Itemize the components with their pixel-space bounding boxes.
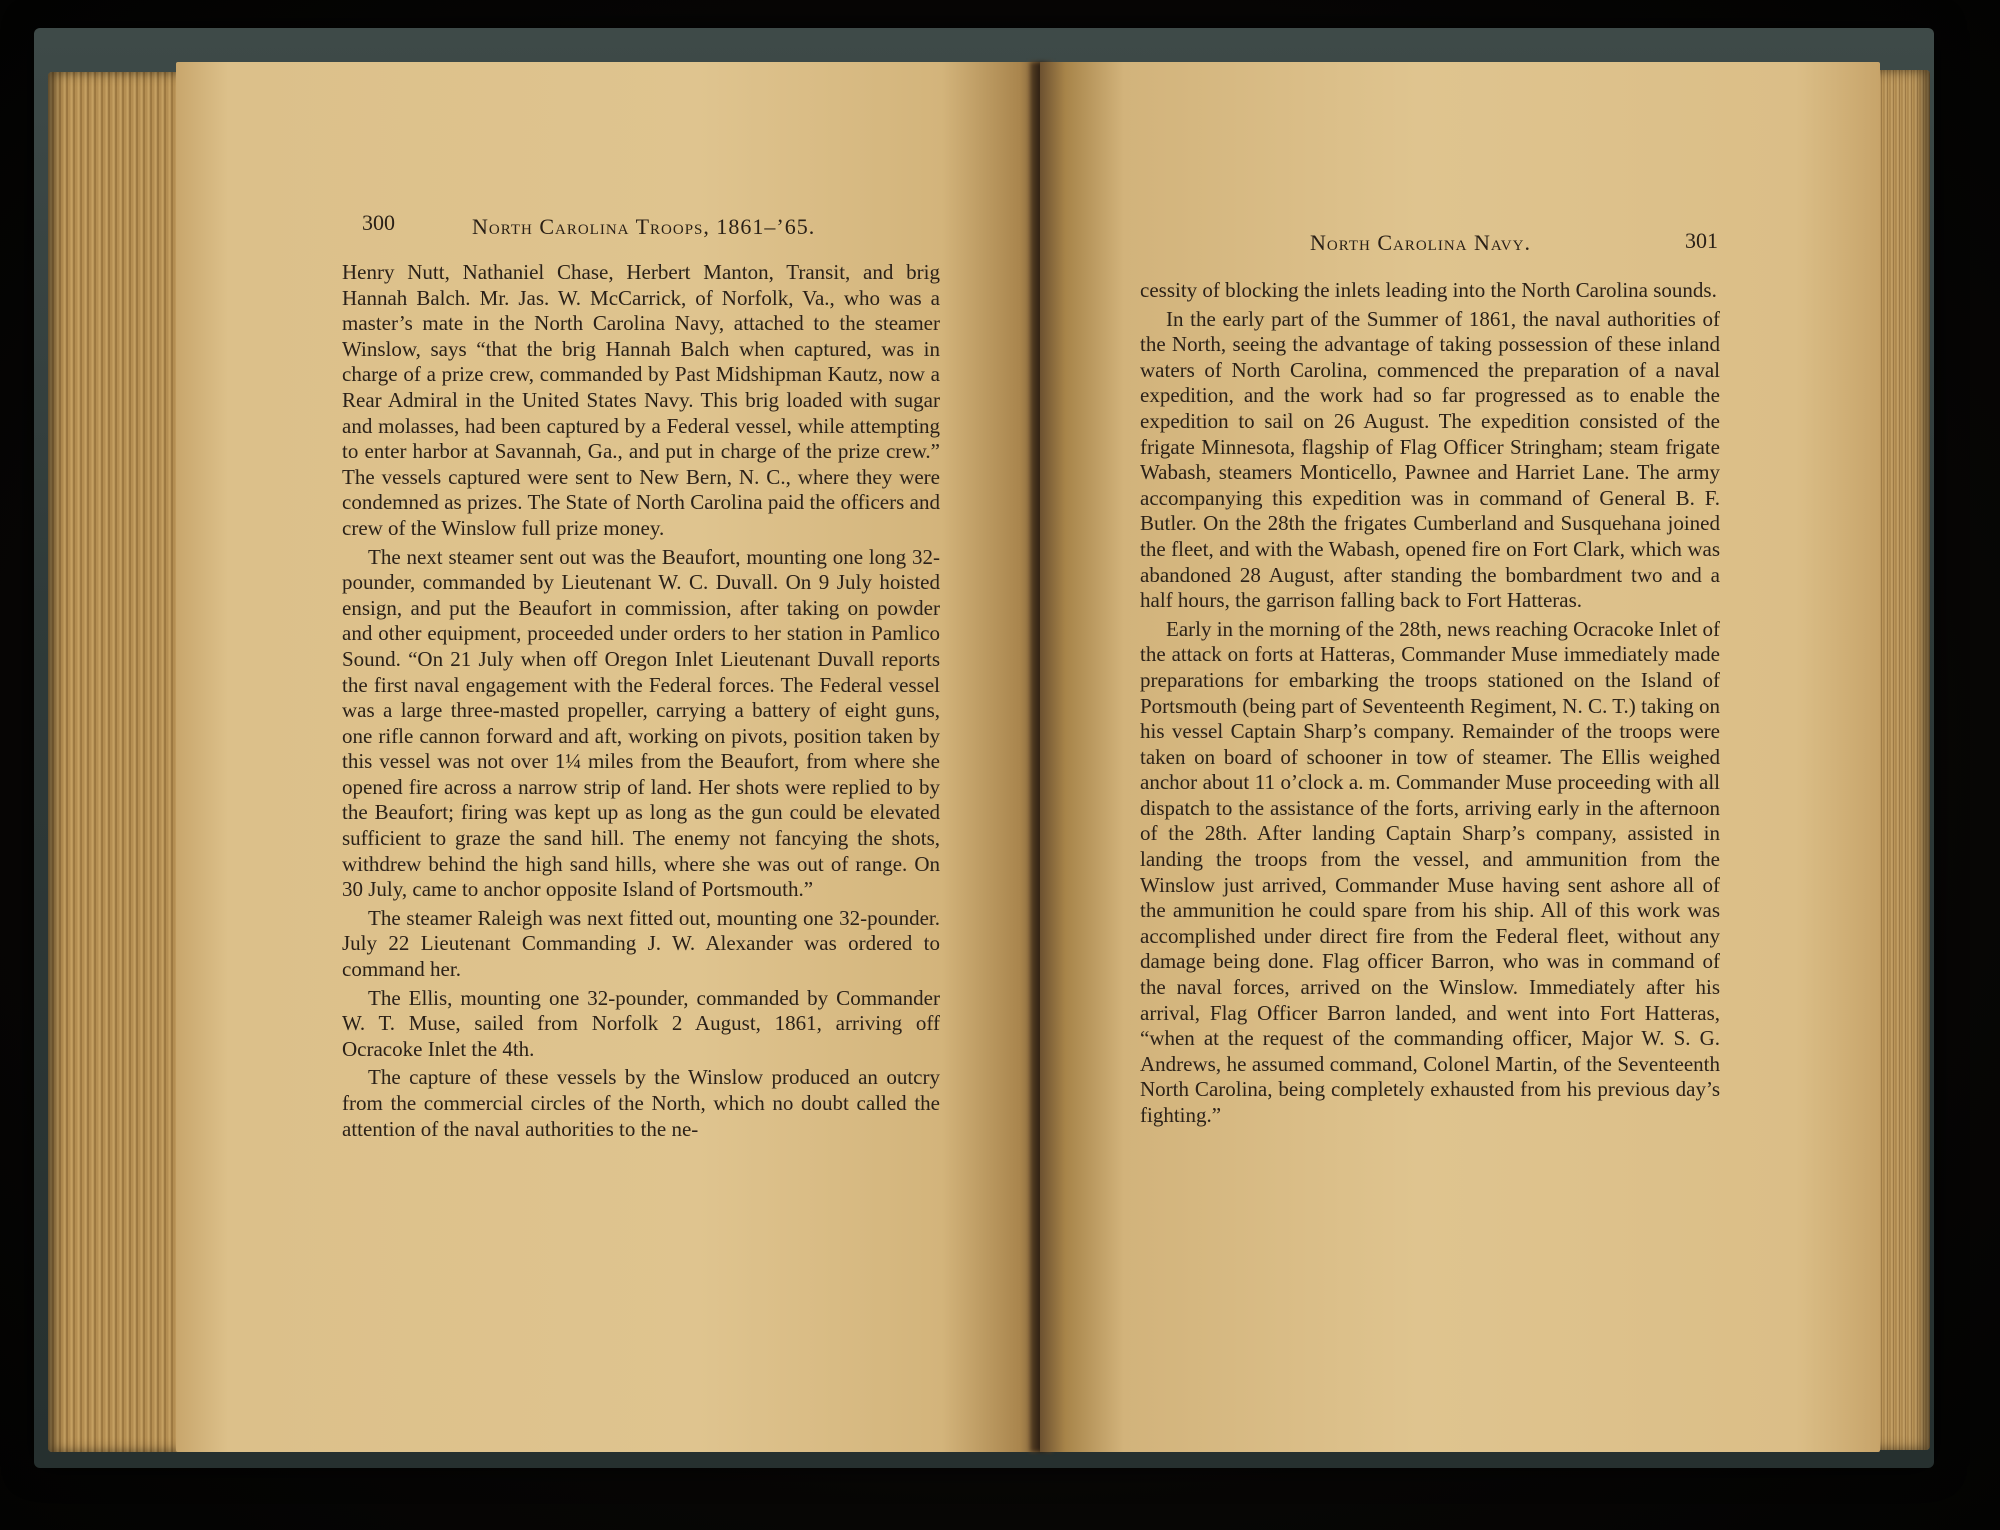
right-running-head: North Carolina Navy. bbox=[1310, 230, 1531, 255]
right-paragraph-2: In the early part of the Summer of 1861, the naval authorities of the North, seeing the advantage of taking possession of these inland waters of North Carolina, commenced the preparation of a naval expedition, and the work had so far progressed as to enable the expedition to sail on 26 August. The expedition consisted of the frigate Minnesota, flagship of Flag Officer Stringham; steam frigate Wabash, steamers Monticello, Pawnee and Harriet Lane. The army accompanying this expedition was in command of General B. F. Butler. On the 28th the frigates Cumberland and Susquehana joined the fleet, and with the Wabash, opened fire on Fort Clark, which was abandoned 28 August, after standing the bombardment two and a half hours, the garrison falling back to Fort Hatteras. bbox=[1140, 306, 1720, 613]
right-page-body bbox=[1140, 278, 1720, 1132]
left-page-body bbox=[342, 260, 940, 1145]
left-page-number: 300 bbox=[362, 210, 395, 235]
right-paragraph-1: cessity of blocking the inlets leading into the North Carolina sounds. bbox=[1140, 278, 1717, 302]
right-page bbox=[1040, 62, 1880, 1452]
left-paragraph-1: Henry Nutt, Nathaniel Chase, Herbert Manton, Transit, and brig Hannah Balch. Mr. Jas. W. McCarrick, of Norfolk, Va., who was a master’s mate in the North Carolina Navy, attached to the steamer Winslow, says “that the brig Hannah Balch when captured, was in charge of a prize crew, commanded by Past Midshipman Kautz, now a Rear Admiral in the United States Navy. This brig loaded with sugar and molasses, had been captured by a Federal vessel, while attempting to enter harbor at Savannah, Ga., and put in charge of the prize crew.” The vessels captured were sent to New Bern, N. C., where they were condemned as prizes. The State of North Carolina paid the officers and crew of the Winslow full prize money. bbox=[342, 260, 940, 540]
left-running-head: North Carolina Troops, 1861–’65. bbox=[472, 214, 816, 239]
left-paragraph-3: The steamer Raleigh was next fitted out, mounting one 32-pounder. July 22 Lieutenant Commanding J. W. Alexander was ordered to command her. bbox=[342, 905, 940, 982]
right-page-number: 301 bbox=[1685, 228, 1718, 253]
left-paragraph-2: The next steamer sent out was the Beaufort, mounting one long 32-pounder, commanded by Lieutenant W. C. Duvall. On 9 July hoisted ensign, and put the Beaufort in commission, after taking on powder and other equipment, proceeded under orders to her station in Pamlico Sound. “On 21 July when off Oregon Inlet Lieutenant Duvall reports the first naval engagement with the Federal forces. The Federal vessel was a large three-masted propeller, carrying a battery of eight guns, one rifle cannon forward and aft, working on pivots, position taken by this vessel was not over 1¼ miles from the Beaufort, from where she opened fire across a narrow strip of land. Her shots were replied to by the Beaufort; firing was kept up as long as the gun could be elevated sufficient to graze the sand hill. The enemy not fancying the shots, withdrew behind the high sand hills, where she was out of range. On 30 July, came to anchor opposite Island of Portsmouth.” bbox=[342, 544, 940, 902]
left-paragraph-4: The Ellis, mounting one 32-pounder, commanded by Commander W. T. Muse, sailed from Norfolk 2 August, 1861, arriving off Ocracoke Inlet the 4th. bbox=[342, 985, 940, 1061]
left-page bbox=[176, 62, 1046, 1452]
page-edges-left bbox=[48, 72, 188, 1452]
right-paragraph-3: Early in the morning of the 28th, news reaching Ocracoke Inlet of the attack on forts at Hatteras, Commander Muse immediately made preparations for embarking the troops stationed on the Island of Portsmouth (being part of Seventeenth Regiment, N. C. T.) taking on his vessel Captain Sharp’s company. Remainder of the troops were taken on board of schooner in tow of steamer. The Ellis weighed anchor about 11 o’clock a. m. Commander Muse proceeding with all dispatch to the assistance of the forts, arriving early in the afternoon of the 28th. After landing Captain Sharp’s company, assisted in landing the troops from the vessel, and ammunition from the Winslow just arrived, Commander Muse having sent ashore all of the ammunition he could spare from his ship. All of this work was accomplished under direct fire from the Federal fleet, without any damage being done. Flag officer Barron, who was in command of the naval forces, arrived on the Winslow. Immediately after his arrival, Flag Officer Barron landed, and went into Fort Hatteras, “when at the request of the commanding officer, Major W. S. G. Andrews, he assumed command, Colonel Martin, of the Seventeenth North Carolina, being completely exhausted from his previous day’s fighting.” bbox=[1140, 616, 1720, 1127]
left-paragraph-5: The capture of these vessels by the Winslow produced an outcry from the commercial circles of the North, which no doubt called the attention of the naval authorities to the ne- bbox=[342, 1065, 940, 1141]
